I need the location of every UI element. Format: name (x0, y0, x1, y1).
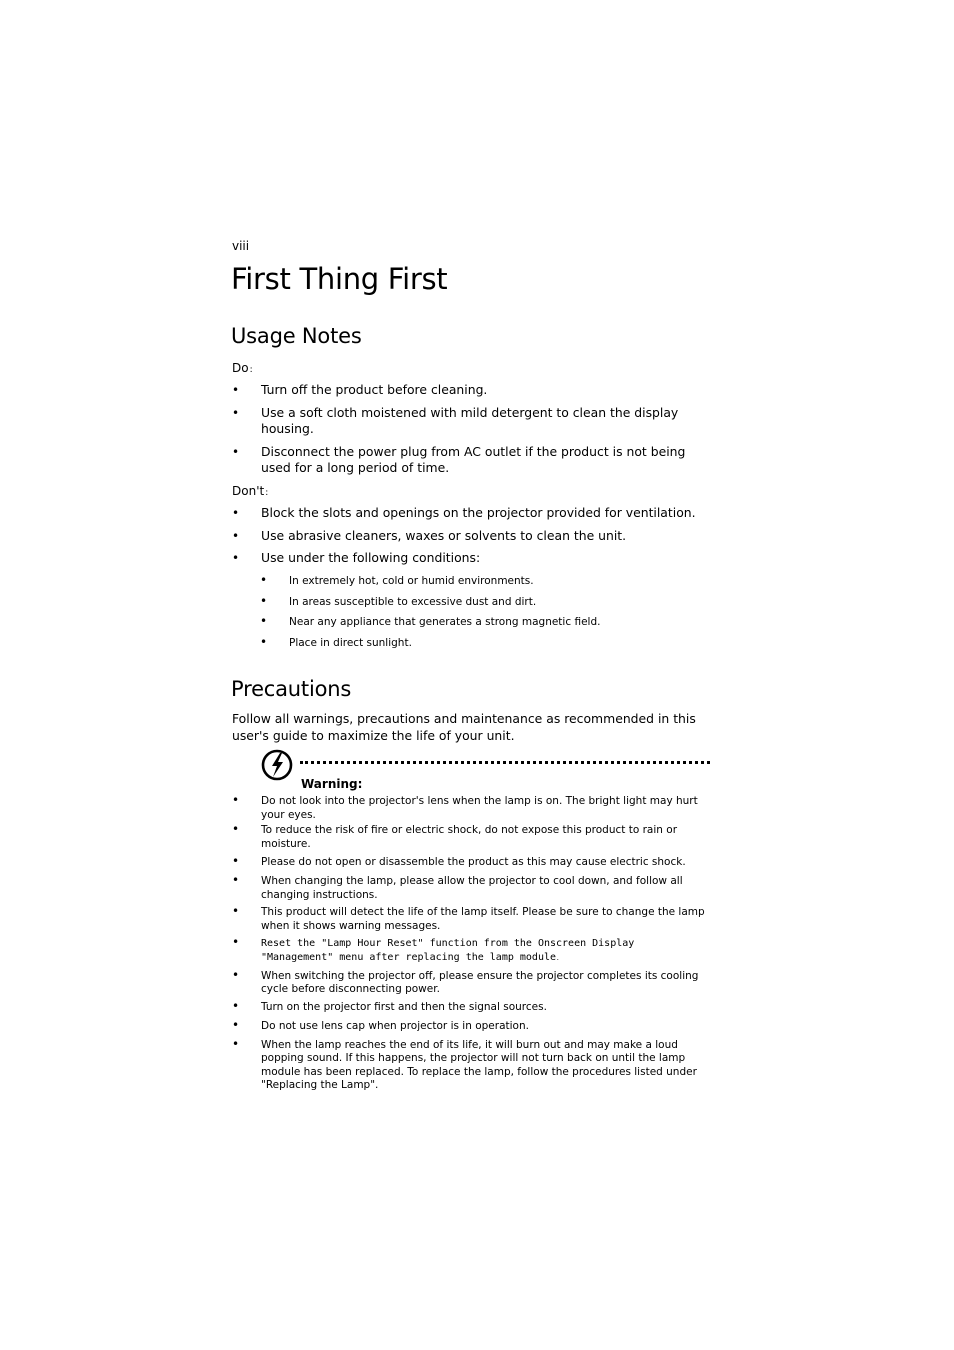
bullet-icon: • (232, 904, 240, 919)
dont-list (232, 505, 712, 573)
list-item (232, 824, 712, 851)
bullet-icon: • (260, 614, 268, 629)
do-label-text: Do (232, 361, 249, 375)
list-item (232, 405, 712, 438)
bullet-icon: • (232, 1018, 240, 1033)
usage-notes-heading: Usage Notes (231, 324, 362, 348)
bullet-icon: • (232, 793, 240, 807)
condition-text: Near any appliance that generates a strong magnetic field. (289, 616, 601, 629)
dont-item-text: Use under the following conditions: (261, 550, 481, 565)
bullet-icon: • (232, 967, 240, 982)
list-item (232, 872, 712, 902)
bullet-icon: • (232, 872, 240, 887)
list-item (232, 528, 712, 545)
precautions-heading: Precautions (231, 677, 352, 701)
dont-item-text: Use abrasive cleaners, waxes or solvents to clean the unit. (261, 527, 627, 543)
bullet-icon: • (232, 822, 240, 837)
warning-label: Warning: (301, 777, 363, 791)
bullet-icon: • (232, 528, 240, 543)
warning-text: To reduce the risk of fire or electric shock, do not expose this product to rain or moisture. (261, 824, 678, 850)
list-item (232, 937, 712, 965)
bullet-icon: • (232, 383, 240, 397)
list-item (232, 505, 712, 522)
bullet-icon: • (232, 935, 240, 950)
warning-text: Reset the "Lamp Hour Reset" function from the Onscreen Display "Management" menu after replacing the lamp module (261, 938, 635, 963)
warning-text: When changing the lamp, please allow the projector to cool down, and follow all changing instructions. (261, 874, 683, 901)
chapter-title: First Thing First (231, 262, 448, 296)
dont-item-text: Block the slots and openings on the projector provided for ventilation. (261, 505, 696, 520)
warning-text: Do not look into the projector's lens when the lamp is on. The bright light may hurt your eyes. (261, 795, 698, 821)
list-item (232, 1036, 712, 1093)
warning-text: Turn on the projector first and then the signal sources. (261, 1000, 547, 1013)
condition-text: In extremely hot, cold or humid environments. (289, 575, 534, 587)
list-item (232, 382, 712, 399)
bullet-icon: • (260, 593, 268, 608)
warning-text: This product will detect the life of the lamp itself. Please be sure to change the lamp when it shows warning messages. (261, 906, 705, 932)
bullet-icon: • (232, 998, 240, 1013)
dont-label-text: Don't (232, 484, 265, 498)
list-item (260, 636, 720, 650)
conditions-list (260, 574, 720, 657)
bullet-icon: • (232, 405, 240, 420)
bullet-icon: • (232, 444, 240, 459)
bullet-icon: • (260, 635, 268, 650)
list-item (232, 444, 712, 477)
dont-label (232, 484, 268, 498)
bullet-icon: • (232, 1036, 240, 1051)
do-item-text: Turn off the product before cleaning. (261, 382, 488, 397)
page-number: viii (232, 239, 250, 253)
warning-text: Do not use lens cap when projector is in operation. (261, 1020, 529, 1033)
do-item-text: Use a soft cloth moistened with mild detergent to clean the display housing. (261, 404, 679, 436)
condition-text: Place in direct sunlight. (289, 637, 412, 650)
period: . (556, 954, 560, 962)
colon: : (265, 488, 269, 498)
list-item (260, 574, 720, 588)
do-label (232, 361, 253, 375)
bullet-icon: • (232, 854, 240, 869)
list-item (232, 967, 712, 997)
bullet-icon: • (232, 506, 240, 520)
do-item-text: Disconnect the power plug from AC outlet if the product is not being used for a long period of time. (261, 443, 686, 475)
warning-divider (300, 761, 710, 764)
list-item (232, 998, 712, 1015)
list-item (232, 1020, 712, 1034)
warning-list (232, 795, 712, 1093)
warning-text: When the lamp reaches the end of its life, it will burn out and may make a loud popping sound. If this happens, the projector will not turn back on until the lamp module has been replaced. To replace the lamp, follow the procedures listed under "Replacing the Lamp". (261, 1038, 697, 1092)
list-item (260, 615, 720, 629)
list-item (232, 906, 712, 933)
list-item (232, 550, 712, 567)
list-item (232, 856, 712, 870)
precautions-intro: Follow all warnings, precautions and maintenance as recommended in this user's guide to maximize the life of your unit. (232, 711, 696, 743)
bullet-icon: • (260, 573, 268, 587)
warning-text: Please do not open or disassemble the product as this may cause electric shock. (261, 856, 686, 869)
colon: : (249, 365, 253, 375)
warning-text: When switching the projector off, please ensure the projector completes its cooling cycle before disconnecting power. (261, 969, 699, 996)
bullet-icon: • (232, 551, 240, 565)
list-item (260, 595, 720, 609)
list-item (232, 795, 712, 822)
do-list (232, 382, 712, 483)
lightning-bolt-icon (261, 748, 295, 782)
condition-text: In areas susceptible to excessive dust and dirt. (289, 595, 537, 608)
